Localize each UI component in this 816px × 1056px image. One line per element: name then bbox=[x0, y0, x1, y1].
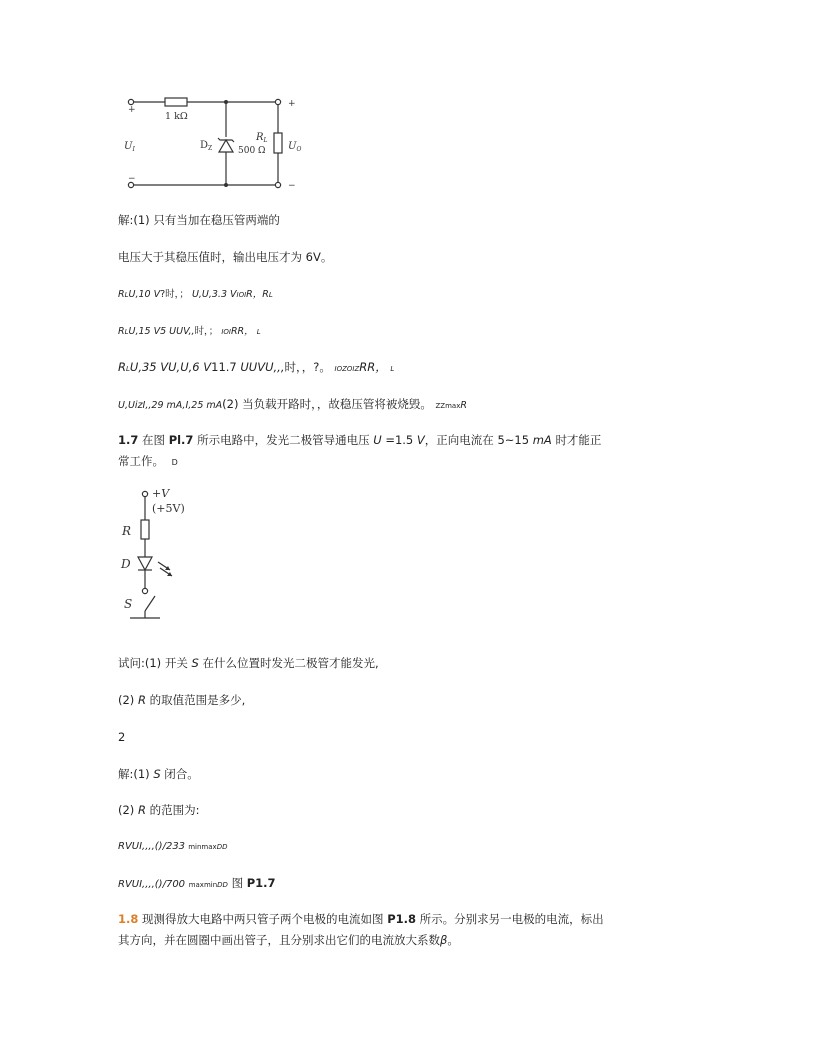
problem-1-8-line-2: 其方向，并在圆圈中画出管子，且分别求出它们的电流放大系数β。 bbox=[118, 933, 459, 947]
solution-line-2: 电压大于其稳压值时，输出电压才为 6V。 bbox=[118, 250, 333, 264]
formula-line-6: U,UizI,,29 mA,I,25 mA(2) 当负载开路时，，故稳压管将被烧毁。 ZZmaxR bbox=[118, 397, 467, 411]
zener-label: D bbox=[200, 140, 209, 151]
zener-sub: Z bbox=[208, 145, 213, 152]
solution-line-1: 解:(1) 只有当加在稳压管两端的 bbox=[118, 213, 280, 227]
input-terminal-top bbox=[128, 99, 133, 104]
formula-line-4: RLU,15 V5 UUV,,时，； IOIRR， L bbox=[118, 326, 261, 337]
question-line-1: 试问:(1) 开关 S 在什么位置时发光二极管才能发光, bbox=[118, 656, 379, 670]
problem-1-7-line-2: 常工作。 D bbox=[118, 454, 178, 468]
output-voltage-label: U bbox=[288, 141, 297, 152]
svg-text:RL bbox=[255, 132, 268, 144]
page-number: 2 bbox=[118, 730, 126, 744]
led-diode bbox=[138, 557, 152, 570]
switch-lever bbox=[145, 596, 155, 611]
problem-1-8-line-1: 1.8 现测得放大电路中两只管子两个电极的电流如图 P1.8 所示。分别求另一电极的电流，标出 bbox=[118, 912, 604, 926]
load-sub: L bbox=[263, 137, 268, 144]
supply-terminal bbox=[142, 491, 147, 496]
input-voltage-sub: I bbox=[132, 146, 135, 153]
minus-in-label: − bbox=[128, 174, 136, 184]
answer-line-1: 解:(1) S 闭合。 bbox=[118, 767, 199, 781]
minus-out-label: − bbox=[288, 181, 296, 191]
svg-text:UO bbox=[288, 141, 301, 153]
resistor-r bbox=[141, 520, 149, 539]
answer-line-2: (2) R 的范围为: bbox=[118, 803, 200, 817]
problem-1-7-line-1: 1.7 在图 Pl.7 所示电路中，发光二极管导通电压 U =1.5 V，正向电流在 5~15 mA 时才能正 bbox=[118, 433, 602, 447]
output-terminal-top bbox=[275, 99, 280, 104]
zener-diode bbox=[219, 140, 233, 152]
led-label: D bbox=[121, 557, 131, 571]
resistor-1k bbox=[165, 98, 187, 106]
formula-rmin: RVUI,,,,()/233 minmaxDD bbox=[118, 841, 228, 852]
resistor-label: 1 kΩ bbox=[165, 111, 188, 122]
question-line-2: (2) R 的取值范围是多少, bbox=[118, 693, 246, 707]
input-voltage-label: U bbox=[124, 141, 133, 152]
supply-voltage-value: (+5V) bbox=[152, 502, 185, 515]
output-voltage-sub: O bbox=[296, 146, 302, 153]
zener-regulator-circuit bbox=[118, 92, 318, 194]
led-switch-circuit bbox=[118, 484, 208, 636]
plus-out-label: + bbox=[288, 99, 296, 109]
output-terminal-bottom bbox=[275, 182, 280, 187]
formula-rmax: RVUI,,,,()/700 maxminDD 图 P1.7 bbox=[118, 876, 276, 890]
supply-voltage-label: +V bbox=[152, 487, 170, 500]
svg-text:DZ bbox=[200, 140, 212, 152]
formula-line-5: RLU,35 VU,U,6 V11.7 UUVU,,,时，，?。 IOZOIZRR， L bbox=[118, 360, 395, 374]
load-label: R bbox=[256, 132, 264, 143]
svg-text:UI bbox=[124, 141, 135, 153]
load-resistor bbox=[274, 133, 282, 153]
formula-line-3: RLU,10 V?时，； U,U,3.3 VIOIR，RL bbox=[118, 289, 273, 300]
switch-contact bbox=[142, 588, 147, 593]
plus-in-label: + bbox=[128, 105, 136, 115]
switch-label: S bbox=[124, 597, 133, 611]
load-value: 500 Ω bbox=[238, 146, 266, 156]
resistor-r-label: R bbox=[122, 524, 132, 538]
